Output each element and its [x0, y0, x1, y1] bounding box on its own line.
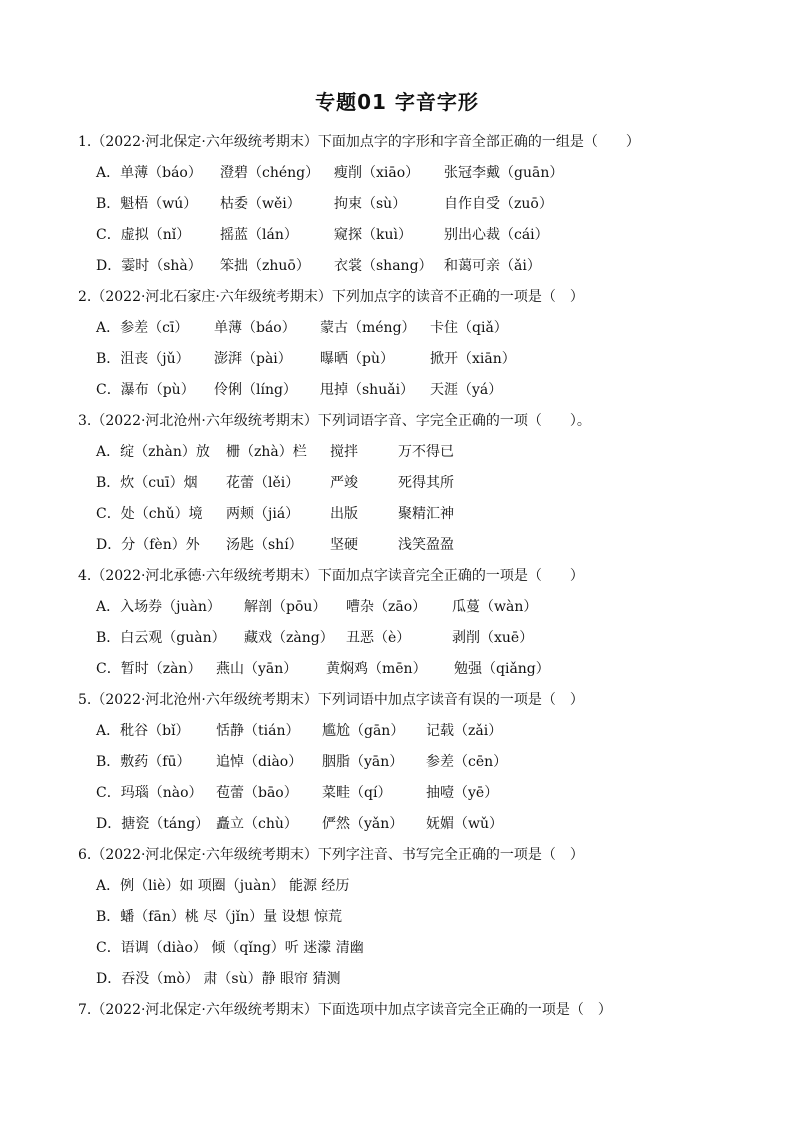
option-item: C．瀑布（pù） — [96, 382, 195, 398]
option-row: B．蟠（fān）桃 尽（jǐn）量 设想 惊荒 — [96, 909, 343, 925]
option-item: 剥削（xuē） — [452, 630, 534, 646]
option-item: 栅（zhà）栏 — [226, 444, 307, 460]
option-item: B．敷药（fū） — [96, 754, 191, 770]
question-stem: 3.（2022·河北沧州·六年级统考期末）下列词语字音、字完全正确的一项（ ）。 — [78, 413, 591, 429]
option-row — [96, 783, 716, 803]
option-item: A．绽（zhàn）放 — [96, 444, 210, 460]
option-item: 尴尬（gān） — [322, 723, 405, 739]
option-item: 丑恶（è） — [346, 630, 411, 646]
option-row — [96, 349, 716, 369]
question-stem: 4.（2022·河北承德·六年级统考期末）下面加点字读音完全正确的一项是（ ） — [78, 568, 584, 584]
option-item: 聚精汇神 — [398, 506, 454, 522]
question-stem: 2.（2022·河北石家庄·六年级统考期末）下列加点字的读音不正确的一项是（ ） — [78, 289, 584, 305]
option-item: 抽噎（yē） — [426, 785, 499, 801]
option-item: 和蔼可亲（ǎi） — [444, 258, 541, 274]
option-row — [96, 318, 716, 338]
option-item: 妩媚（wǔ） — [426, 816, 503, 832]
option-item: 记载（zǎi） — [426, 723, 503, 739]
option-row — [96, 659, 716, 679]
option-item: 黄焖鸡（mēn） — [326, 661, 427, 677]
option-row: D．吞没（mò） 肃（sù）静 眼帘 猜测 — [96, 971, 341, 987]
option-row — [96, 225, 716, 245]
option-item: 勉强（qiǎng） — [454, 661, 550, 677]
option-item: 出版 — [330, 506, 358, 522]
option-item: 衣裳（shang） — [334, 258, 433, 274]
option-row — [96, 442, 716, 462]
option-item: 解剖（pōu） — [244, 599, 327, 615]
option-row — [96, 473, 716, 493]
question-stem: 1.（2022·河北保定·六年级统考期末）下面加点字的字形和字音全部正确的一组是（ ） — [78, 134, 640, 150]
option-item: 胭脂（yān） — [322, 754, 404, 770]
option-item: 笨拙（zhuō） — [220, 258, 310, 274]
option-item: 蒙古（méng） — [320, 320, 416, 336]
option-row — [96, 597, 716, 617]
option-row — [96, 814, 716, 834]
option-item: 搅拌 — [330, 444, 358, 460]
option-row — [96, 380, 716, 400]
option-item: B．魁梧（wú） — [96, 196, 198, 212]
option-item: B．白云观（guàn） — [96, 630, 226, 646]
option-item: 燕山（yān） — [216, 661, 298, 677]
option-item: 瓜蔓（wàn） — [452, 599, 538, 615]
page-title: 专题01 字音字形 — [315, 90, 479, 114]
option-item: 天涯（yá） — [430, 382, 503, 398]
option-row — [96, 535, 716, 555]
option-row — [96, 504, 716, 524]
option-item: 摇蓝（lán） — [220, 227, 298, 243]
option-item: B．沮丧（jǔ） — [96, 351, 190, 367]
option-item: 别出心裁（cái） — [444, 227, 549, 243]
option-item: 枯委（wěi） — [220, 196, 301, 212]
option-item: 瘦削（xiāo） — [334, 165, 420, 181]
option-item: 花蕾（lěi） — [226, 475, 300, 491]
option-row — [96, 256, 716, 276]
option-item: A．入场券（juàn） — [96, 599, 221, 615]
option-item: C．暂时（zàn） — [96, 661, 202, 677]
option-item: 澎湃（pài） — [214, 351, 292, 367]
option-item: 单薄（báo） — [214, 320, 296, 336]
option-item: B．炊（cuī）烟 — [96, 475, 198, 491]
option-item: C．玛瑙（nào） — [96, 785, 203, 801]
option-item: 甩掉（shuǎi） — [320, 382, 415, 398]
option-item: 追悼（diào） — [216, 754, 303, 770]
option-item: 拘束（sù） — [334, 196, 407, 212]
option-row — [96, 194, 716, 214]
option-item: 卡住（qiǎ） — [430, 320, 508, 336]
option-item: 参差（cēn） — [426, 754, 508, 770]
option-item: 澄碧（chéng） — [220, 165, 320, 181]
option-row: A．例（liè）如 项圈（juàn） 能源 经历 — [96, 878, 350, 894]
option-item: D．分（fèn）外 — [96, 537, 200, 553]
option-item: 汤匙（shí） — [226, 537, 303, 553]
option-item: 两颊（jiá） — [226, 506, 300, 522]
option-item: 严竣 — [330, 475, 358, 491]
option-row: C．语调（diào） 倾（qǐng）听 迷濛 清幽 — [96, 940, 364, 956]
option-item: 浅笑盈盈 — [398, 537, 454, 553]
option-item: C．处（chǔ）境 — [96, 506, 203, 522]
option-row — [96, 752, 716, 772]
option-row — [96, 628, 716, 648]
option-item: 伶俐（líng） — [214, 382, 297, 398]
option-item: 窥探（kuì） — [334, 227, 412, 243]
option-item: C．虚拟（nǐ） — [96, 227, 191, 243]
option-item: D．搪瓷（táng） — [96, 816, 210, 832]
option-item: 坚硬 — [330, 537, 358, 553]
option-item: 曝晒（pù） — [320, 351, 394, 367]
question-stem: 7.（2022·河北保定·六年级统考期末）下面选项中加点字读音完全正确的一项是（ ） — [78, 1002, 612, 1018]
option-item: A．单薄（báo） — [96, 165, 202, 181]
option-item: A．参差（cī） — [96, 320, 189, 336]
option-item: 张冠李戴（guān） — [444, 165, 564, 181]
question-stem: 6.（2022·河北保定·六年级统考期末）下列字注音、书写完全正确的一项是（ ） — [78, 847, 584, 863]
option-row — [96, 163, 716, 183]
option-item: 矗立（chù） — [216, 816, 298, 832]
question-stem: 5.（2022·河北沧州·六年级统考期末）下列词语中加点字读音有误的一项是（ ） — [78, 692, 584, 708]
option-row — [96, 721, 716, 741]
option-item: A．秕谷（bǐ） — [96, 723, 190, 739]
option-item: D．霎时（shà） — [96, 258, 202, 274]
option-item: 藏戏（zàng） — [244, 630, 334, 646]
option-item: 苞蕾（bāo） — [216, 785, 298, 801]
option-item: 俨然（yǎn） — [322, 816, 404, 832]
option-item: 恬静（tián） — [216, 723, 300, 739]
option-item: 菜畦（qí） — [322, 785, 392, 801]
option-item: 万不得已 — [398, 444, 454, 460]
option-item: 自作自受（zuō） — [444, 196, 553, 212]
option-item: 嘈杂（zāo） — [346, 599, 427, 615]
option-item: 掀开（xiān） — [430, 351, 516, 367]
option-item: 死得其所 — [398, 475, 454, 491]
